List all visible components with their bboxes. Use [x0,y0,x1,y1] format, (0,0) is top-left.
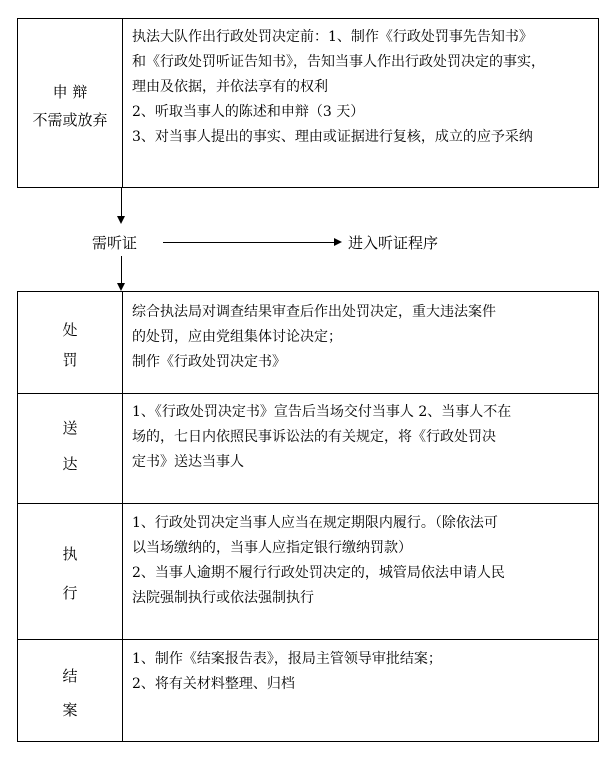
hearing-required-label: 需听证 [92,234,138,252]
closing-label-line2: 案 [62,701,78,719]
row-divider-1 [18,393,598,394]
closing-label-line1: 结 [62,667,78,685]
row-divider-2 [18,503,598,504]
row-divider-3 [18,639,598,640]
delivery-label-line2: 达 [62,455,78,473]
defense-label-line2: 不需或放弃 [32,111,108,129]
arrowhead-down-upper [117,216,125,224]
penalty-label-line2: 罚 [62,351,78,369]
defense-description: 执法大队作出行政处罚决定前：1、制作《行政处罚事先告知书》 和《行政处罚听证告知书》，告知当事人作出行政处罚决定的事实， 理由及依据，并依法享有的权利 2、听取当事人的陈述和申辩（3 天） 3、对当事人提出的事实、理由或证据进行复核，成立的应予采纳 [132,29,545,145]
delivery-label-line1: 送 [62,419,78,437]
execution-description: 1、行政处罚决定当事人应当在规定期限内履行。（除依法可 以当场缴纳的，当事人应指定银行缴纳罚款） 2、当事人逾期不履行行政处罚决定的，城管局依法申请人民 法院强制执行或依法强制执行 [132,515,505,606]
defense-block-divider [122,19,123,187]
execution-label-line1: 执 [62,545,78,563]
branch-arrow-line [163,242,335,243]
execution-label-line2: 行 [62,584,78,602]
penalty-label-line1: 处 [62,321,78,339]
connector-line-upper [121,188,122,218]
closing-description: 1、制作《结案报告表》，报局主管领导审批结案； 2、将有关材料整理、归档 [132,651,442,692]
defense-label-line1: 申 辩 [52,83,88,101]
defense-block [17,18,599,188]
enter-hearing-label: 进入听证程序 [348,234,439,252]
connector-line-lower [121,256,122,284]
process-table-divider [122,292,123,741]
branch-arrowhead [334,238,342,246]
arrowhead-down-lower [117,283,125,291]
delivery-description: 1、《行政处罚决定书》宣告后当场交付当事人 2、当事人不在 场的，七日内依照民事诉讼法的有关规定，将《行政处罚决 定书》送达当事人 [132,404,512,470]
process-table [17,291,599,742]
penalty-description: 综合执法局对调查结果审查后作出处罚决定，重大违法案件 的处罚，应由党组集体讨论决定； 制作《行政处罚决定书》 [132,304,496,370]
